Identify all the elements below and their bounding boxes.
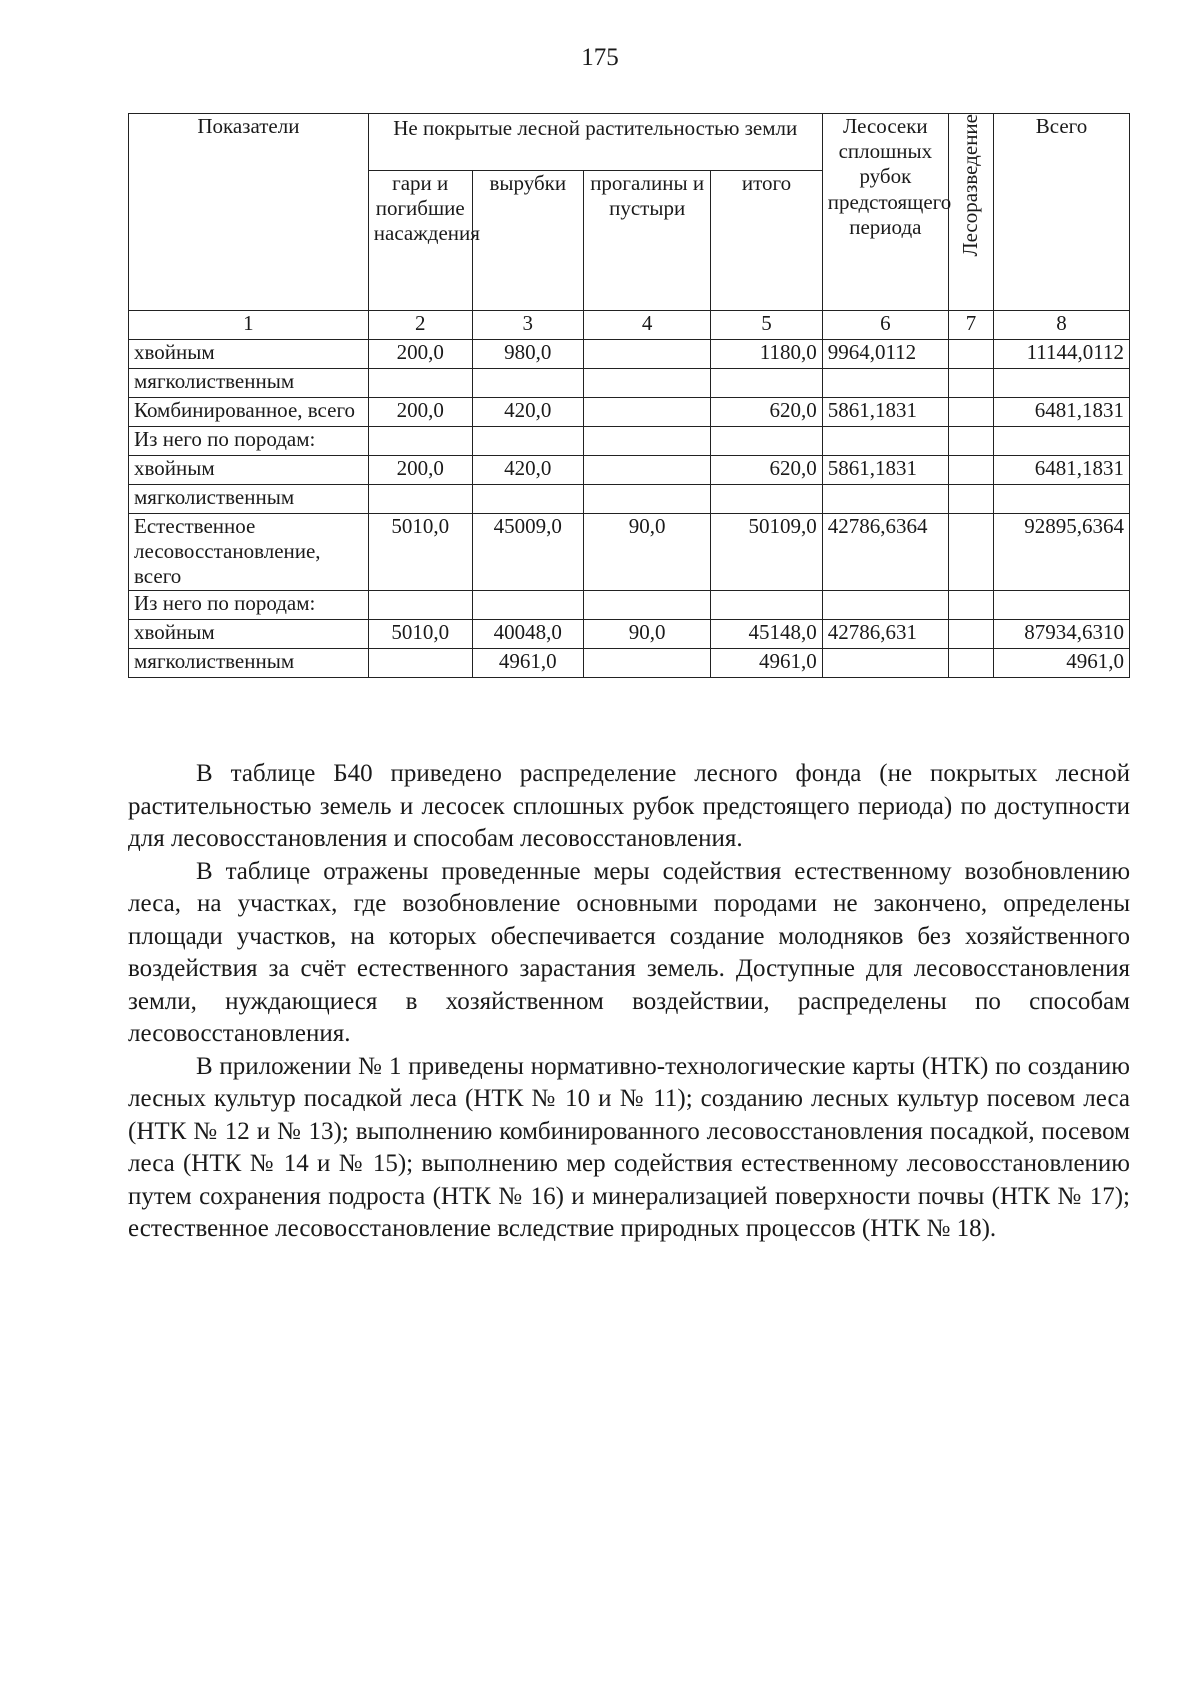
header-afforestation: Лесоразведение bbox=[949, 114, 994, 311]
cell-afforestation bbox=[949, 648, 994, 677]
cell-glades bbox=[583, 485, 710, 514]
cell-cuttings: 4961,0 bbox=[472, 648, 583, 677]
cell-glades bbox=[583, 590, 710, 619]
cell-total: 11144,0112 bbox=[993, 340, 1129, 369]
cell-subtotal bbox=[711, 590, 822, 619]
cell-afforestation bbox=[949, 427, 994, 456]
cell-afforestation bbox=[949, 369, 994, 398]
column-numbers-row bbox=[129, 311, 1130, 340]
cell-clearcut: 9964,0112 bbox=[822, 340, 948, 369]
cell-total bbox=[993, 590, 1129, 619]
cell-total: 4961,0 bbox=[993, 648, 1129, 677]
header-glades: прогалины и пустыри bbox=[583, 171, 710, 311]
row-label: мягколиственным bbox=[129, 648, 369, 677]
cell-burned: 5010,0 bbox=[368, 619, 472, 648]
row-label: хвойным bbox=[129, 340, 369, 369]
cell-total: 6481,1831 bbox=[993, 456, 1129, 485]
cell-burned bbox=[368, 427, 472, 456]
table-row bbox=[129, 648, 1130, 677]
cell-afforestation bbox=[949, 456, 994, 485]
row-label: Из него по породам: bbox=[129, 590, 369, 619]
paragraph: В приложении № 1 приведены нормативно-технологические карты (НТК) по созданию лесных культур посадкой леса (НТК № 10 и № 11); созданию лесных культур посевом леса (НТК № 12 и № 13); выполнению комбинированного лесовосстановления посадкой, посевом леса (НТК № 14 и № 15); выполнению мер содействия естественному лесовосстановлению путем сохранения подроста (НТК № 16) и минерализацией поверхности почвы (НТК № 17); естественное лесовосстановление вследствие природных процессов (НТК № 18). bbox=[128, 1052, 1130, 1242]
row-label: мягколиственным bbox=[129, 369, 369, 398]
cell-burned: 200,0 bbox=[368, 340, 472, 369]
paragraph: В таблице отражены проведенные меры содействия естественному возобновлению леса, на участках, где возобновление основными породами не закончено, определены площади участков, на которых обеспечивается создание молодняков без хозяйственного воздействия за счёт естественного зарастания земель. Доступные для лесовосстановления земли, нуждающиеся в хозяйственном воздействии, распределены по способам лесовосстановления. bbox=[128, 857, 1130, 1047]
table-row bbox=[129, 485, 1130, 514]
cell-cuttings: 420,0 bbox=[472, 398, 583, 427]
cell-total bbox=[993, 369, 1129, 398]
cell-cuttings: 45009,0 bbox=[472, 514, 583, 591]
column-number: 2 bbox=[368, 311, 472, 340]
cell-subtotal: 1180,0 bbox=[711, 340, 822, 369]
header-total: Всего bbox=[993, 114, 1129, 311]
table-row bbox=[129, 398, 1130, 427]
cell-clearcut bbox=[822, 590, 948, 619]
cell-clearcut bbox=[822, 369, 948, 398]
header-indicators: Показатели bbox=[129, 114, 369, 311]
table-row bbox=[129, 340, 1130, 369]
cell-glades: 90,0 bbox=[583, 514, 710, 591]
cell-clearcut: 5861,1831 bbox=[822, 456, 948, 485]
table-body bbox=[129, 340, 1130, 678]
cell-afforestation bbox=[949, 590, 994, 619]
table-header bbox=[129, 114, 1130, 340]
cell-subtotal: 620,0 bbox=[711, 456, 822, 485]
header-group-uncovered: Не покрытые лесной растительностью земли bbox=[368, 114, 822, 171]
cell-cuttings bbox=[472, 590, 583, 619]
body-text bbox=[128, 758, 1130, 1246]
column-number: 5 bbox=[711, 311, 822, 340]
cell-clearcut bbox=[822, 485, 948, 514]
cell-clearcut: 42786,631 bbox=[822, 619, 948, 648]
table-row bbox=[129, 514, 1130, 591]
cell-glades bbox=[583, 340, 710, 369]
cell-clearcut bbox=[822, 648, 948, 677]
cell-burned bbox=[368, 369, 472, 398]
table-row bbox=[129, 369, 1130, 398]
column-number: 7 bbox=[949, 311, 994, 340]
cell-glades bbox=[583, 456, 710, 485]
cell-burned: 5010,0 bbox=[368, 514, 472, 591]
cell-cuttings: 40048,0 bbox=[472, 619, 583, 648]
cell-subtotal bbox=[711, 427, 822, 456]
cell-cuttings bbox=[472, 369, 583, 398]
paragraph: В таблице Б40 приведено распределение лесного фонда (не покрытых лесной растительностью земель и лесосек сплошных рубок предстоящего периода) по доступности для лесовосстановления и способам лесовосстановления. bbox=[128, 760, 1130, 852]
cell-subtotal: 50109,0 bbox=[711, 514, 822, 591]
cell-subtotal bbox=[711, 485, 822, 514]
header-clearcut: Лесосеки сплошных рубок предстоящего периода bbox=[822, 114, 948, 311]
cell-total: 92895,6364 bbox=[993, 514, 1129, 591]
header-cuttings: вырубки bbox=[472, 171, 583, 311]
column-number: 4 bbox=[583, 311, 710, 340]
table-row bbox=[129, 427, 1130, 456]
column-number: 8 bbox=[993, 311, 1129, 340]
cell-total: 87934,6310 bbox=[993, 619, 1129, 648]
table-row bbox=[129, 619, 1130, 648]
row-label: хвойным bbox=[129, 456, 369, 485]
cell-afforestation bbox=[949, 485, 994, 514]
forest-fund-table bbox=[128, 113, 1130, 678]
cell-clearcut: 42786,6364 bbox=[822, 514, 948, 591]
cell-subtotal bbox=[711, 369, 822, 398]
page-number: 175 bbox=[581, 44, 619, 71]
cell-burned bbox=[368, 485, 472, 514]
cell-afforestation bbox=[949, 398, 994, 427]
cell-subtotal: 620,0 bbox=[711, 398, 822, 427]
row-label: Естественное лесовосстановление, всего bbox=[129, 514, 369, 591]
row-label: хвойным bbox=[129, 619, 369, 648]
cell-total bbox=[993, 427, 1129, 456]
table-row bbox=[129, 456, 1130, 485]
cell-clearcut bbox=[822, 427, 948, 456]
column-number: 1 bbox=[129, 311, 369, 340]
cell-total bbox=[993, 485, 1129, 514]
cell-burned bbox=[368, 590, 472, 619]
cell-glades: 90,0 bbox=[583, 619, 710, 648]
row-label: мягколиственным bbox=[129, 485, 369, 514]
cell-cuttings: 420,0 bbox=[472, 456, 583, 485]
cell-cuttings: 980,0 bbox=[472, 340, 583, 369]
cell-afforestation bbox=[949, 514, 994, 591]
cell-glades bbox=[583, 398, 710, 427]
cell-clearcut: 5861,1831 bbox=[822, 398, 948, 427]
cell-afforestation bbox=[949, 340, 994, 369]
cell-glades bbox=[583, 369, 710, 398]
row-label: Из него по породам: bbox=[129, 427, 369, 456]
cell-cuttings bbox=[472, 485, 583, 514]
cell-cuttings bbox=[472, 427, 583, 456]
cell-burned: 200,0 bbox=[368, 398, 472, 427]
table-row bbox=[129, 590, 1130, 619]
cell-burned bbox=[368, 648, 472, 677]
header-burned: гари и погибшие насаждения bbox=[368, 171, 472, 311]
cell-burned: 200,0 bbox=[368, 456, 472, 485]
cell-subtotal: 4961,0 bbox=[711, 648, 822, 677]
column-number: 6 bbox=[822, 311, 948, 340]
cell-subtotal: 45148,0 bbox=[711, 619, 822, 648]
header-subtotal: итого bbox=[711, 171, 822, 311]
column-number: 3 bbox=[472, 311, 583, 340]
row-label: Комбинированное, всего bbox=[129, 398, 369, 427]
cell-glades bbox=[583, 648, 710, 677]
cell-glades bbox=[583, 427, 710, 456]
cell-afforestation bbox=[949, 619, 994, 648]
cell-total: 6481,1831 bbox=[993, 398, 1129, 427]
